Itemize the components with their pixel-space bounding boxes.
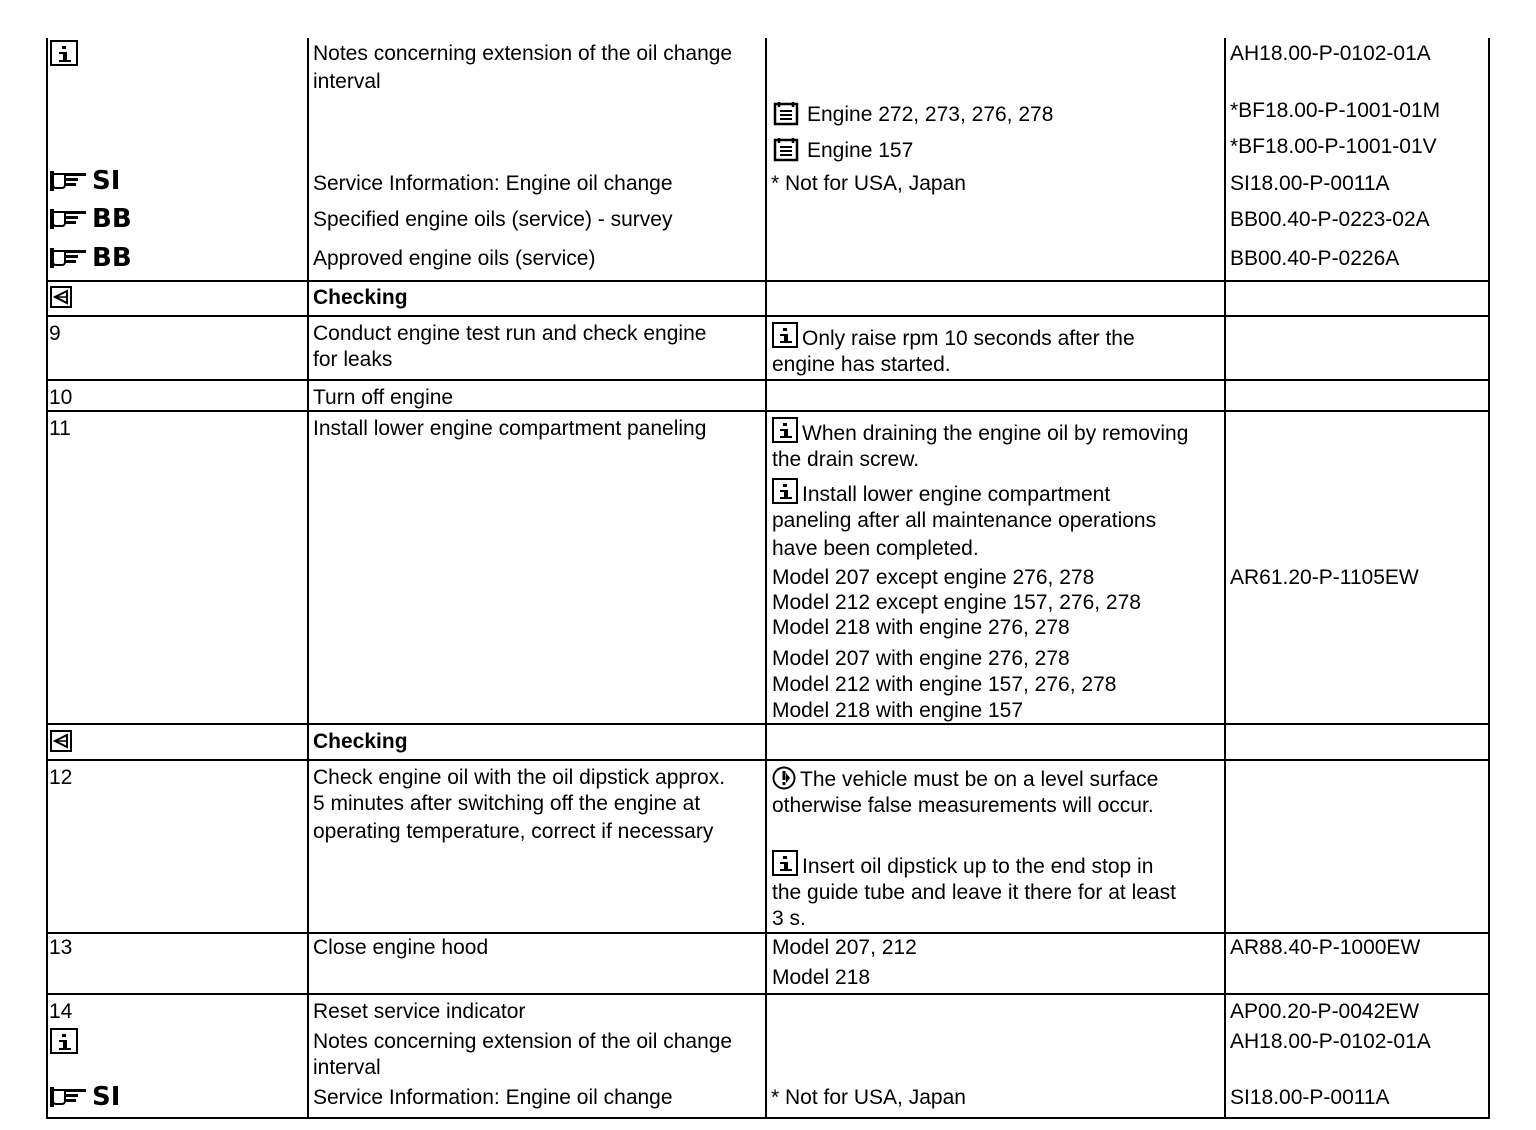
table-border-left <box>46 38 48 1119</box>
document-reference[interactable]: *BF18.00-P-1001-01M <box>1230 99 1441 122</box>
table-divider-col1 <box>307 38 309 1119</box>
pointing-hand-icon <box>50 246 90 268</box>
service-info-symbol: SI <box>50 1083 120 1111</box>
step-number: 14 <box>49 1000 73 1023</box>
document-reference[interactable]: AH18.00-P-0102-01A <box>1230 42 1431 65</box>
row-note: * Not for USA, Japan <box>771 1086 966 1109</box>
row-text: Approved engine oils (service) <box>313 247 596 270</box>
pointing-hand-icon <box>50 1085 90 1107</box>
step-number: 10 <box>49 386 73 409</box>
document-reference[interactable]: AR61.20-P-1105EW <box>1230 566 1419 589</box>
step-text: Check engine oil with the oil dipstick approx. 5 minutes after switching off the engine at operating temperature, correct if necessary <box>313 766 726 843</box>
document-reference[interactable]: BB00.40-P-0223-02A <box>1230 208 1430 231</box>
step-note: Insert oil dipstick up to the end stop in the guide tube and leave it there for at least 3 s. <box>772 850 1176 932</box>
info-symbol <box>50 1028 82 1058</box>
step-text: Reset service indicator <box>313 1000 526 1023</box>
step-text: Install lower engine compartment paneling <box>313 417 707 440</box>
row-divider <box>46 759 1490 761</box>
info-icon <box>772 478 798 504</box>
step-number: 11 <box>49 417 71 440</box>
checking-symbol <box>50 730 72 759</box>
document-reference[interactable]: AR88.40-P-1000EW <box>1230 936 1421 959</box>
table-divider-col3 <box>1224 38 1226 1119</box>
row-divider <box>46 410 1490 412</box>
row-text: Specified engine oils (service) - survey <box>313 208 673 231</box>
checking-symbol <box>50 286 72 315</box>
section-heading: Checking <box>313 286 408 309</box>
model-list: Model 218 <box>772 966 871 989</box>
service-info-symbol: SI <box>50 167 120 195</box>
info-icon <box>772 417 798 443</box>
row-text: Service Information: Engine oil change <box>313 1086 673 1109</box>
table-divider-col2 <box>765 38 767 1119</box>
document-reference[interactable]: AH18.00-P-0102-01A <box>1230 1030 1431 1053</box>
row-divider <box>46 315 1490 317</box>
warning-icon <box>772 766 796 790</box>
book-icon <box>773 100 799 126</box>
step-note: Install lower engine compartment paneling after all maintenance operations have been completed. <box>772 478 1156 562</box>
pointing-hand-icon <box>50 169 90 191</box>
model-list: Model 207 with engine 276, 278 Model 212 with engine 157, 276, 278 Model 218 with engine 157 <box>772 647 1117 722</box>
info-icon <box>772 850 798 876</box>
step-text: Close engine hood <box>313 936 489 959</box>
section-heading: Checking <box>313 730 408 753</box>
row-divider <box>46 993 1490 995</box>
row-divider <box>46 379 1490 381</box>
info-symbol <box>50 40 82 70</box>
model-list: Model 207, 212 <box>772 936 917 959</box>
document-reference[interactable]: SI18.00-P-0011A <box>1230 1086 1390 1109</box>
info-icon <box>772 322 798 348</box>
operating-fluids-symbol: BB <box>50 205 132 233</box>
row-text: Service Information: Engine oil change <box>313 172 673 195</box>
row-divider <box>46 280 1490 282</box>
table-border-bottom <box>46 1117 1490 1119</box>
book-icon <box>773 136 799 162</box>
checking-arrow-icon <box>50 730 72 752</box>
document-reference[interactable]: *BF18.00-P-1001-01V <box>1230 135 1437 158</box>
pointing-hand-icon <box>50 207 90 229</box>
warning-note: The vehicle must be on a level surface otherwise false measurements will occur. <box>772 768 1159 817</box>
step-text: Turn off engine <box>313 386 454 409</box>
row-note: * Not for USA, Japan <box>771 172 966 195</box>
step-number: 13 <box>49 936 73 959</box>
step-number: 12 <box>49 766 73 789</box>
row-divider <box>46 932 1490 934</box>
note-text: Notes concerning extension of the oil change interval <box>313 42 733 93</box>
note-text: Notes concerning extension of the oil change interval <box>313 1030 733 1079</box>
model-list: Model 207 except engine 276, 278 Model 212 except engine 157, 276, 278 Model 218 with engine 276, 278 <box>772 566 1141 639</box>
info-icon <box>50 40 78 66</box>
document-reference[interactable]: BB00.40-P-0226A <box>1230 247 1400 270</box>
step-text: Conduct engine test run and check engine for leaks <box>313 322 707 371</box>
row-divider <box>46 723 1490 725</box>
checking-arrow-icon <box>50 286 72 308</box>
step-note: When draining the engine oil by removing the drain screw. <box>772 417 1188 473</box>
step-number: 9 <box>49 322 61 345</box>
info-icon <box>50 1028 78 1054</box>
step-note: Only raise rpm 10 seconds after the engine has started. <box>772 322 1135 378</box>
document-reference[interactable]: SI18.00-P-0011A <box>1230 172 1390 195</box>
engine-variant: Engine 272, 273, 276, 278 <box>773 100 1053 128</box>
operating-fluids-symbol: BB <box>50 244 132 272</box>
table-border-right <box>1488 38 1490 1119</box>
engine-variant: Engine 157 <box>773 136 913 164</box>
document-reference[interactable]: AP00.20-P-0042EW <box>1230 1000 1420 1023</box>
